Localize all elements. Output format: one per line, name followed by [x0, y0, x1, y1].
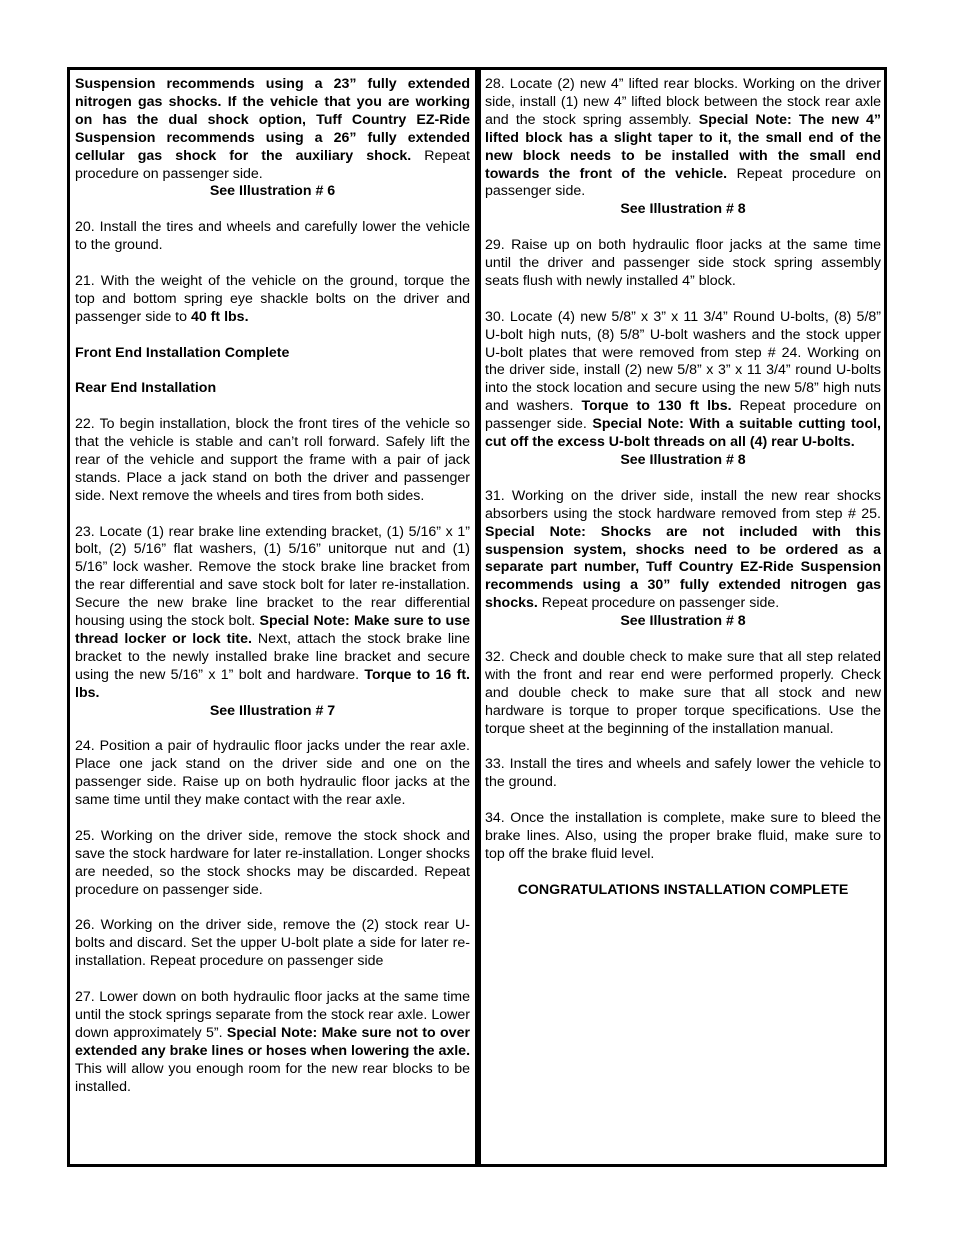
- right-column: [485, 76, 881, 917]
- step-34: 34. Once the installation is complete, make sure to bleed the brake lines. Also, using the proper brake fluid, make sure to top off the brake fluid level.: [485, 810, 881, 862]
- step-28: 28. Locate (2) new 4” lifted rear blocks. Working on the driver side, install (1) new 4” lifted block between the stock rear axle and the stock spring assembly. Special Note: The new 4” lifted block has a slight taper to it, the small end of the new block needs to be installed with the small end towards the front of the vehicle. Repeat procedure on passenger side.: [485, 76, 881, 200]
- step-19-continued: Suspension recommends using a 23” fully extended nitrogen gas shocks. If the vehicle that you are working on has the dual shock option, Tuff Country EZ-Ride Suspension recommends using a 26” fully extended cellular gas shock for the auxiliary shock. Repeat procedure on passenger side.: [75, 76, 470, 182]
- step-32: 32. Check and double check to make sure that all step related with the front and rear end were performed properly. Check and double check to make sure that all stock and new hardware is torque to proper torque specifications. Use the torque sheet at the beginning of the installation manual.: [485, 648, 881, 737]
- step-26: 26. Working on the driver side, remove the (2) stock rear U-bolts and discard. Set the upper U-bolt plate a side for later re-installation. Repeat procedure on passenger side: [75, 917, 470, 970]
- step-20: 20. Install the tires and wheels and carefully lower the vehicle to the ground.: [75, 219, 470, 254]
- heading-front-complete: Front End Installation Complete: [75, 344, 290, 361]
- step-27: 27. Lower down on both hydraulic floor jacks at the same time until the stock springs separate from the stock rear axle. Lower down approximately 5”. Special Note: Make sure not to over extended any brake lines or hoses when lowering the axle. This will allow you enough room for the new rear blocks to be installed.: [75, 989, 471, 1095]
- step-21: 21. With the weight of the vehicle on the ground, torque the top and bottom spring eye shackle bolts on the driver and passenger side to 40 ft lbs.: [75, 272, 470, 325]
- step-23: 23. Locate (1) rear brake line extending bracket, (1) 5/16” x 1” bolt, (2) 5/16” flat washers, (1) 5/16” unitorque nut and (1) 5/16” lock washer. Remove the stock brake line bracket from the rear differential and save stock bolt for later re-installation. Secure the new brake line bracket to the rear differential housing using the stock bolt. Special Note: Make sure to use thread locker or lock tite. Next, attach the stock brake line bracket to the newly installed brake line bracket and secure using the new 5/16” x 1” bolt and hardware. Torque to 16 ft. lbs.: [75, 523, 470, 701]
- step-29: 29. Raise up on both hydraulic floor jacks at the same time until the driver and passenger side stock spring assembly seats flush with newly installed 4” block.: [485, 237, 881, 289]
- step-31: 31. Working on the driver side, install the new rear shocks absorbers using the stock hardware removed from step # 25. Special Note: Shocks are not included with this suspension system, shocks need to be ordered as a separate part number, Tuff Country EZ-Ride Suspension recommends using a 30” fully extended nitrogen gas shocks. Repeat procedure on passenger side.: [485, 487, 881, 612]
- step-33: 33. Install the tires and wheels and safely lower the vehicle to the ground.: [485, 756, 881, 791]
- left-column: [75, 76, 470, 1114]
- step-30: 30. Locate (4) new 5/8” x 3” x 11 3/4” Round U-bolts, (8) 5/8” U-bolt high nuts, (8) 5/8” U-bolt washers and the stock upper U-bolt plates that were removed from step # 24. Working on the driver side, install (2) new 5/8” x 3” x 11 3/4” round U-bolts into the stock location and secure using the new 5/8” high nuts and washers. Torque to 130 ft lbs. Repeat procedure on passenger side. Special Note: With a suitable cutting tool, cut off the excess U-bolt threads on all (4) rear U-bolts.: [485, 308, 881, 451]
- instruction-frame: [67, 67, 887, 1167]
- see-illustration-7: See Illustration # 7: [209, 702, 336, 719]
- step-22: 22. To begin installation, block the front tires of the vehicle so that the vehicle is stable and can’t roll forward. Safely lift the rear of the vehicle and support the frame with a pair of jack stands. Place a jack stand on both the driver and passenger side. Next remove the wheels and tires from both sides.: [75, 416, 470, 504]
- heading-rear-installation: Rear End Installation: [75, 380, 217, 397]
- see-illustration-6: See Illustration # 6: [209, 183, 336, 200]
- step-24: 24. Position a pair of hydraulic floor jacks under the rear axle. Place one jack stand on the driver side and one on the passenger side. Raise up on both hydraulic floor jacks at the same time until they make contact with the rear axle.: [75, 738, 470, 809]
- step-25: 25. Working on the driver side, remove the stock shock and save the stock hardware for later re-installation. Longer shocks are needed, so the stock shocks may be discarded. Repeat procedure on passenger side.: [75, 827, 470, 898]
- see-illustration-8-a: See Illustration # 8: [620, 201, 746, 218]
- column-divider: [475, 70, 481, 1164]
- congratulations-heading: CONGRATULATIONS INSTALLATION COMPLETE: [517, 881, 849, 898]
- see-illustration-8-b: See Illustration # 8: [620, 452, 746, 468]
- see-illustration-8-c: See Illustration # 8: [620, 613, 746, 630]
